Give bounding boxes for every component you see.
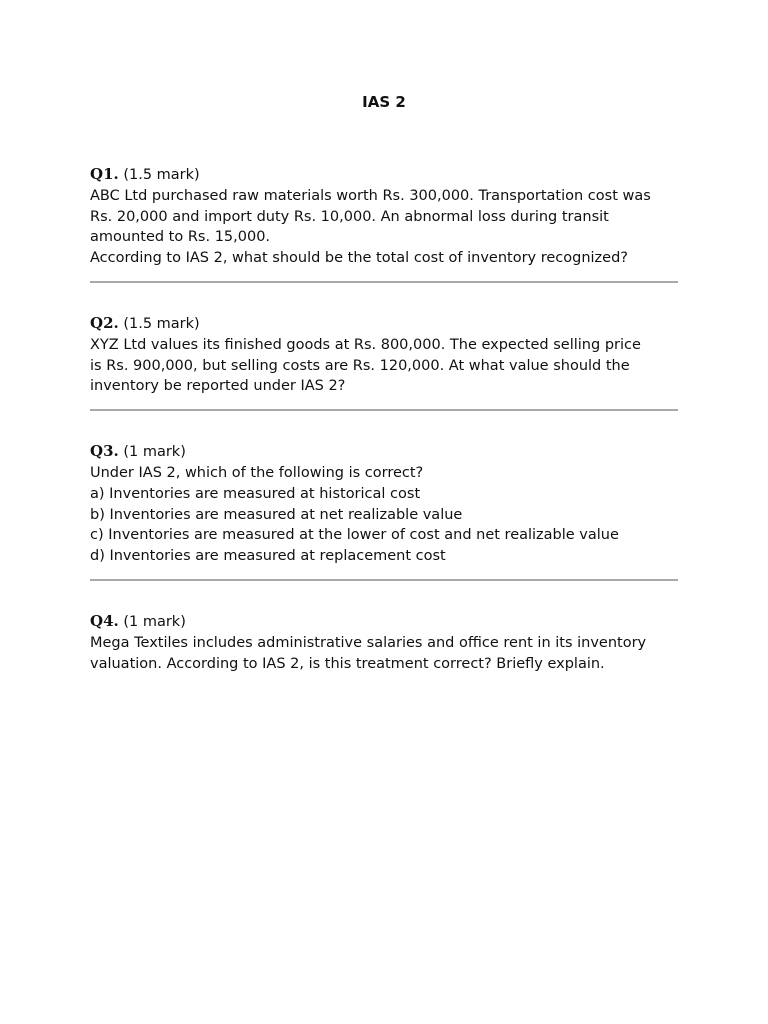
- question-number: Q2.: [90, 313, 119, 332]
- question-text-line: According to IAS 2, what should be the total cost of inventory recognized?: [90, 250, 628, 267]
- option-c: c) Inventories are measured at the lower of cost and net realizable value: [90, 527, 619, 544]
- question-header: [90, 313, 678, 335]
- question-divider: [90, 409, 678, 411]
- question-text-line: is Rs. 900,000, but selling costs are Rs. 120,000. At what value should the: [90, 357, 630, 374]
- option-b: b) Inventories are measured at net realizable value: [90, 506, 463, 523]
- document-title: IAS 2: [362, 93, 406, 111]
- question-number: Q3.: [90, 442, 119, 461]
- question-marks: (1.5 mark): [123, 167, 200, 183]
- question-number: Q4.: [90, 611, 119, 630]
- question-4: [90, 611, 678, 674]
- question-text-line: inventory be reported under IAS 2?: [90, 378, 346, 395]
- question-text-line: amounted to Rs. 15,000.: [90, 229, 271, 246]
- question-text-line: ABC Ltd purchased raw materials worth Rs. 300,000. Transportation cost was: [90, 187, 651, 204]
- question-2: [90, 313, 678, 397]
- question-text-line: valuation. According to IAS 2, is this treatment correct? Briefly explain.: [90, 655, 605, 672]
- question-marks: (1 mark): [123, 444, 186, 461]
- question-marks: (1 mark): [123, 613, 186, 630]
- question-number: Q1.: [90, 165, 119, 183]
- question-header: [90, 164, 678, 186]
- question-header: [90, 611, 678, 633]
- question-divider: [90, 579, 678, 581]
- question-header: [90, 441, 678, 463]
- question-marks: (1.5 mark): [123, 315, 200, 332]
- question-text-line: Mega Textiles includes administrative salaries and office rent in its inventory: [90, 634, 647, 651]
- questions-container: [90, 164, 678, 674]
- question-text-line: XYZ Ltd values its finished goods at Rs. 800,000. The expected selling price: [90, 336, 641, 353]
- question-text-line: Under IAS 2, which of the following is correct?: [90, 464, 424, 481]
- question-3: [90, 441, 678, 567]
- option-d: d) Inventories are measured at replacement cost: [90, 548, 446, 565]
- option-a: a) Inventories are measured at historical cost: [90, 485, 421, 502]
- question-text-line: Rs. 20,000 and import duty Rs. 10,000. An abnormal loss during transit: [90, 208, 609, 225]
- question-1: [90, 164, 678, 269]
- question-divider: [90, 281, 678, 283]
